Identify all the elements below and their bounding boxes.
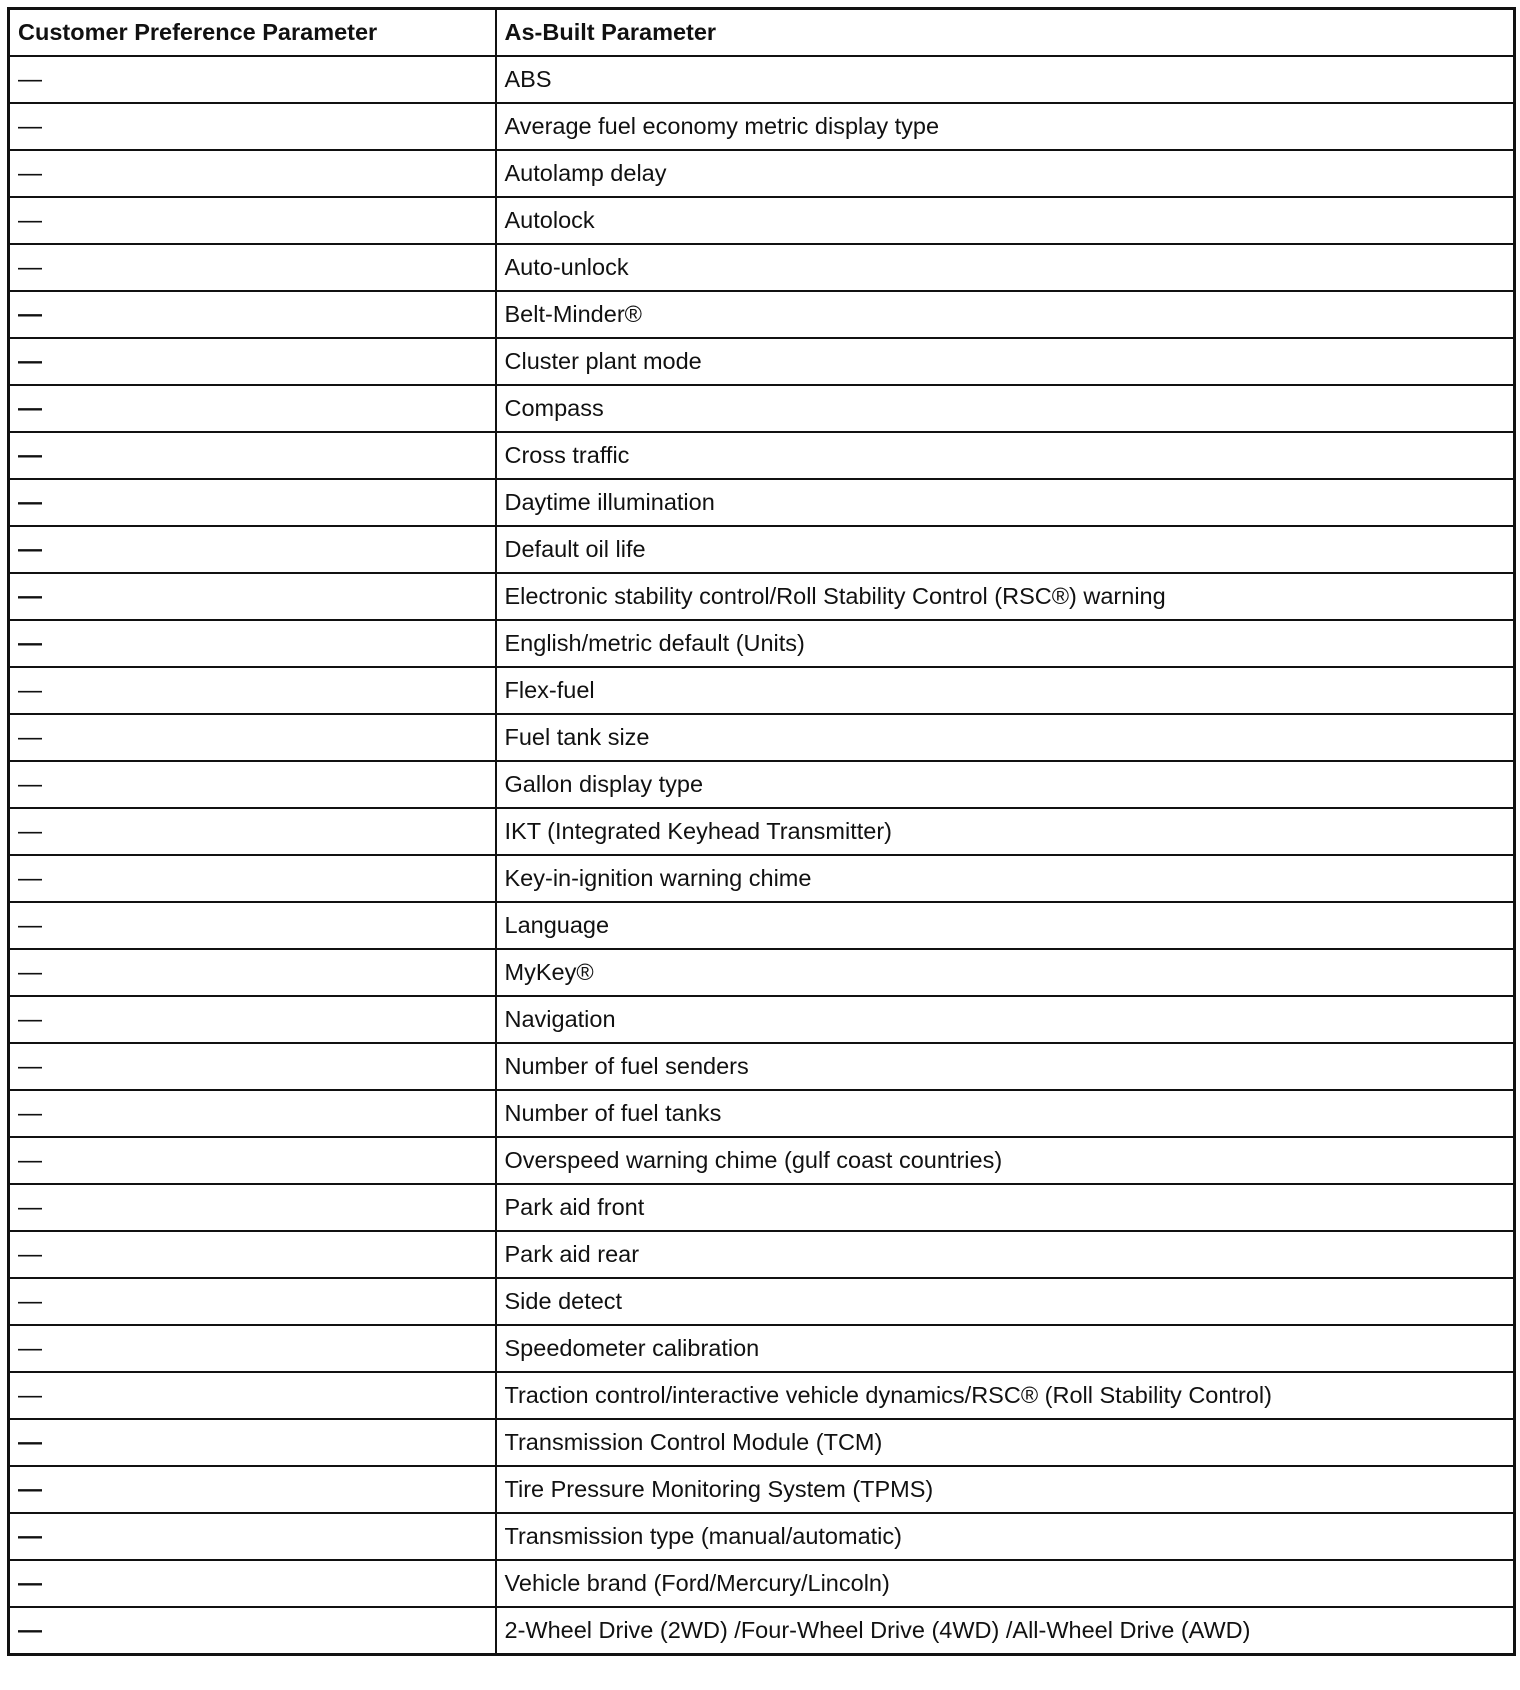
customer-preference-cell: — bbox=[9, 1137, 496, 1184]
parameter-table bbox=[7, 7, 1516, 1656]
table-row bbox=[9, 761, 1515, 808]
table-row bbox=[9, 1325, 1515, 1372]
as-built-parameter-cell: Speedometer calibration bbox=[496, 1325, 1515, 1372]
table-row bbox=[9, 620, 1515, 667]
as-built-parameter-cell: Auto-unlock bbox=[496, 244, 1515, 291]
customer-preference-cell: — bbox=[9, 1231, 496, 1278]
as-built-parameter-cell: English/metric default (Units) bbox=[496, 620, 1515, 667]
table-row bbox=[9, 1278, 1515, 1325]
table-row bbox=[9, 1607, 1515, 1655]
customer-preference-cell: — bbox=[9, 244, 496, 291]
as-built-parameter-cell: Tire Pressure Monitoring System (TPMS) bbox=[496, 1466, 1515, 1513]
as-built-parameter-cell: Daytime illumination bbox=[496, 479, 1515, 526]
table-row bbox=[9, 1137, 1515, 1184]
as-built-parameter-cell: Language bbox=[496, 902, 1515, 949]
as-built-parameter-cell: IKT (Integrated Keyhead Transmitter) bbox=[496, 808, 1515, 855]
as-built-parameter-cell: Park aid rear bbox=[496, 1231, 1515, 1278]
as-built-parameter-cell: Flex-fuel bbox=[496, 667, 1515, 714]
as-built-parameter-cell: Autolamp delay bbox=[496, 150, 1515, 197]
table-row bbox=[9, 56, 1515, 103]
column-header-customer-preference: Customer Preference Parameter bbox=[9, 9, 496, 57]
as-built-parameter-cell: Side detect bbox=[496, 1278, 1515, 1325]
customer-preference-cell: — bbox=[9, 573, 496, 620]
table-row bbox=[9, 667, 1515, 714]
table-row bbox=[9, 526, 1515, 573]
as-built-parameter-cell: Park aid front bbox=[496, 1184, 1515, 1231]
table-row bbox=[9, 1043, 1515, 1090]
as-built-parameter-cell: Overspeed warning chime (gulf coast countries) bbox=[496, 1137, 1515, 1184]
as-built-parameter-cell: Cross traffic bbox=[496, 432, 1515, 479]
table-row bbox=[9, 291, 1515, 338]
as-built-parameter-cell: 2-Wheel Drive (2WD) /Four-Wheel Drive (4WD) /All-Wheel Drive (AWD) bbox=[496, 1607, 1515, 1655]
as-built-parameter-cell: Transmission Control Module (TCM) bbox=[496, 1419, 1515, 1466]
table-row bbox=[9, 1231, 1515, 1278]
table-row bbox=[9, 338, 1515, 385]
customer-preference-cell: — bbox=[9, 667, 496, 714]
customer-preference-cell: — bbox=[9, 479, 496, 526]
as-built-parameter-cell: Navigation bbox=[496, 996, 1515, 1043]
customer-preference-cell: — bbox=[9, 996, 496, 1043]
as-built-parameter-cell: Vehicle brand (Ford/Mercury/Lincoln) bbox=[496, 1560, 1515, 1607]
customer-preference-cell: — bbox=[9, 1372, 496, 1419]
customer-preference-cell: — bbox=[9, 150, 496, 197]
as-built-parameter-cell: Default oil life bbox=[496, 526, 1515, 573]
customer-preference-cell: — bbox=[9, 1607, 496, 1655]
customer-preference-cell: — bbox=[9, 197, 496, 244]
customer-preference-cell: — bbox=[9, 291, 496, 338]
customer-preference-cell: — bbox=[9, 1419, 496, 1466]
table-body bbox=[9, 56, 1515, 1655]
as-built-parameter-cell: Cluster plant mode bbox=[496, 338, 1515, 385]
table-row bbox=[9, 949, 1515, 996]
table-row bbox=[9, 385, 1515, 432]
table-row bbox=[9, 244, 1515, 291]
customer-preference-cell: — bbox=[9, 432, 496, 479]
table-row bbox=[9, 1419, 1515, 1466]
as-built-parameter-cell: Electronic stability control/Roll Stability Control (RSC®) warning bbox=[496, 573, 1515, 620]
as-built-parameter-cell: Compass bbox=[496, 385, 1515, 432]
as-built-parameter-cell: Key-in-ignition warning chime bbox=[496, 855, 1515, 902]
table-row bbox=[9, 902, 1515, 949]
customer-preference-cell: — bbox=[9, 855, 496, 902]
customer-preference-cell: — bbox=[9, 1043, 496, 1090]
customer-preference-cell: — bbox=[9, 56, 496, 103]
as-built-parameter-cell: Fuel tank size bbox=[496, 714, 1515, 761]
table-row bbox=[9, 1513, 1515, 1560]
as-built-parameter-cell: Transmission type (manual/automatic) bbox=[496, 1513, 1515, 1560]
customer-preference-cell: — bbox=[9, 714, 496, 761]
customer-preference-cell: — bbox=[9, 1090, 496, 1137]
table-row bbox=[9, 479, 1515, 526]
table-row bbox=[9, 1372, 1515, 1419]
table-row bbox=[9, 432, 1515, 479]
customer-preference-cell: — bbox=[9, 1184, 496, 1231]
customer-preference-cell: — bbox=[9, 385, 496, 432]
table-row bbox=[9, 855, 1515, 902]
customer-preference-cell: — bbox=[9, 1325, 496, 1372]
as-built-parameter-cell: Traction control/interactive vehicle dynamics/RSC® (Roll Stability Control) bbox=[496, 1372, 1515, 1419]
as-built-parameter-cell: MyKey® bbox=[496, 949, 1515, 996]
table-row bbox=[9, 103, 1515, 150]
table-row bbox=[9, 1466, 1515, 1513]
as-built-parameter-cell: Average fuel economy metric display type bbox=[496, 103, 1515, 150]
as-built-parameter-cell: Number of fuel senders bbox=[496, 1043, 1515, 1090]
table-row bbox=[9, 808, 1515, 855]
customer-preference-cell: — bbox=[9, 808, 496, 855]
as-built-parameter-cell: ABS bbox=[496, 56, 1515, 103]
customer-preference-cell: — bbox=[9, 338, 496, 385]
table-row bbox=[9, 573, 1515, 620]
customer-preference-cell: — bbox=[9, 902, 496, 949]
table-row bbox=[9, 1560, 1515, 1607]
table-row bbox=[9, 714, 1515, 761]
table-header-row bbox=[9, 9, 1515, 57]
customer-preference-cell: — bbox=[9, 620, 496, 667]
customer-preference-cell: — bbox=[9, 1278, 496, 1325]
customer-preference-cell: — bbox=[9, 526, 496, 573]
column-header-as-built: As-Built Parameter bbox=[496, 9, 1515, 57]
as-built-parameter-cell: Belt-Minder® bbox=[496, 291, 1515, 338]
table-row bbox=[9, 150, 1515, 197]
customer-preference-cell: — bbox=[9, 1560, 496, 1607]
as-built-parameter-cell: Number of fuel tanks bbox=[496, 1090, 1515, 1137]
customer-preference-cell: — bbox=[9, 1466, 496, 1513]
as-built-parameter-cell: Gallon display type bbox=[496, 761, 1515, 808]
table-row bbox=[9, 1184, 1515, 1231]
table-row bbox=[9, 1090, 1515, 1137]
customer-preference-cell: — bbox=[9, 761, 496, 808]
table-row bbox=[9, 996, 1515, 1043]
as-built-parameter-cell: Autolock bbox=[496, 197, 1515, 244]
table-row bbox=[9, 197, 1515, 244]
customer-preference-cell: — bbox=[9, 949, 496, 996]
customer-preference-cell: — bbox=[9, 103, 496, 150]
customer-preference-cell: — bbox=[9, 1513, 496, 1560]
